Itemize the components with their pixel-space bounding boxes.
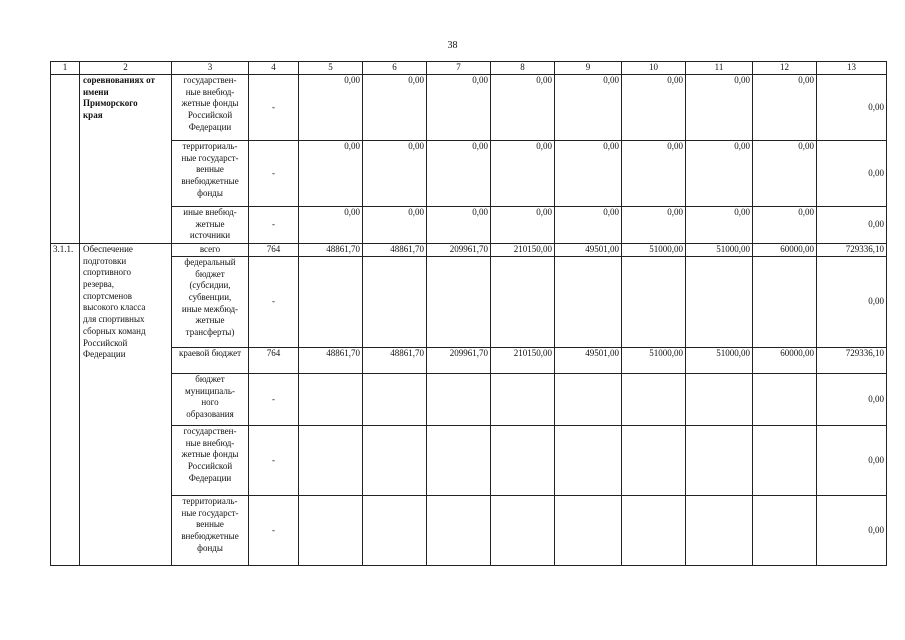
funding-source-cell [172,207,249,244]
year-value-cell: 209961,70 [427,348,491,374]
funding-source-cell [172,141,249,207]
text-line: государствен- [183,426,237,436]
budget-row [51,244,887,257]
column-number-cell: 2 [80,62,172,75]
year-value-cell [753,374,817,426]
budget-code-cell: - [249,141,299,207]
year-value-cell: 0,00 [363,75,427,141]
column-number-cell: 12 [753,62,817,75]
text-line: фонды [197,187,223,198]
year-value-cell [299,496,363,566]
column-number-cell: 13 [817,62,887,75]
year-value-cell: 209961,70 [427,244,491,257]
year-value-cell: 48861,70 [363,244,427,257]
budget-table [50,61,887,566]
column-number-cell: 8 [491,62,555,75]
text-line: субвенции, [188,292,232,303]
year-value-cell: 0,00 [299,207,363,244]
column-number-cell: 3 [172,62,249,75]
year-value-cell: 48861,70 [299,348,363,374]
text-line: жетные [195,315,225,326]
budget-row [51,257,887,348]
text-line: края [83,110,103,121]
year-value-cell [555,374,622,426]
text-line: Российской [83,337,128,348]
budget-row [51,426,887,496]
year-value-cell [299,257,363,348]
column-number-cell: 10 [622,62,686,75]
year-value-cell: 0,00 [622,207,686,244]
budget-row [51,141,887,207]
text-line: всего [199,244,221,254]
text-line: иные межбюд- [181,303,239,314]
text-line: для спортивных [83,314,145,325]
year-value-cell [491,374,555,426]
text-line: высокого класса [83,302,146,313]
year-value-cell [622,257,686,348]
year-value-cell [363,374,427,426]
year-value-cell: 0,00 [555,141,622,207]
year-value-cell [686,257,753,348]
total-value-cell: 0,00 [817,207,887,244]
year-value-cell: 0,00 [299,75,363,141]
item-name-cell [80,244,172,566]
year-value-cell: 0,00 [427,75,491,141]
year-value-cell: 0,00 [491,75,555,141]
year-value-cell [622,496,686,566]
text-line: внебюджетные [181,531,239,542]
year-value-cell [555,426,622,496]
text-line: жетные фонды [181,449,239,460]
column-number-cell: 5 [299,62,363,75]
year-value-cell: 0,00 [427,207,491,244]
funding-source-cell [172,257,249,348]
column-number-cell: 1 [51,62,80,75]
year-value-cell: 48861,70 [299,244,363,257]
column-number-cell: 6 [363,62,427,75]
year-value-cell: 0,00 [686,75,753,141]
funding-source-cell [172,348,249,374]
year-value-cell [363,426,427,496]
year-value-cell [753,496,817,566]
text-line: бюджет [195,374,225,384]
year-value-cell [686,496,753,566]
text-line: Федерации [188,121,232,132]
year-value-cell: 51000,00 [622,244,686,257]
year-value-cell: 0,00 [753,141,817,207]
text-line: ные государст- [181,152,239,163]
year-value-cell: 210150,00 [491,348,555,374]
year-value-cell: 0,00 [753,207,817,244]
year-value-cell: 0,00 [491,207,555,244]
year-value-cell [427,257,491,348]
total-value-cell: 0,00 [817,374,887,426]
year-value-cell [299,374,363,426]
year-value-cell: 0,00 [555,75,622,141]
text-line: подготовки [83,255,127,266]
column-number-cell: 7 [427,62,491,75]
budget-row [51,207,887,244]
text-line: краевой бюджет [178,348,242,358]
total-value-cell: 0,00 [817,257,887,348]
text-line: источники [189,230,231,241]
text-line: ные внебюд- [185,437,235,448]
column-number-cell: 9 [555,62,622,75]
text-line: Федерации [83,349,126,360]
text-line: ные государст- [181,507,239,518]
budget-code-cell: 764 [249,244,299,257]
text-line: венные [196,519,224,530]
text-line: спортсменов [83,290,132,301]
year-value-cell: 0,00 [753,75,817,141]
year-value-cell [299,426,363,496]
text-line: территориаль- [182,141,238,151]
year-value-cell [363,257,427,348]
budget-code-cell: - [249,426,299,496]
page-number: 38 [447,40,458,51]
budget-code-cell: - [249,75,299,141]
year-value-cell: 0,00 [686,141,753,207]
budget-row [51,348,887,374]
total-value-cell: 0,00 [817,75,887,141]
total-value-cell: 0,00 [817,496,887,566]
text-line: иные внебюд- [183,207,237,217]
text-line: федеральный [184,257,236,267]
year-value-cell: 60000,00 [753,348,817,374]
year-value-cell: 0,00 [299,141,363,207]
year-value-cell: 60000,00 [753,244,817,257]
funding-source-cell [172,75,249,141]
year-value-cell: 0,00 [622,141,686,207]
year-value-cell [491,496,555,566]
column-number-cell: 11 [686,62,753,75]
year-value-cell: 49501,00 [555,244,622,257]
text-line: имени [83,86,109,97]
item-number-cell [51,75,80,244]
year-value-cell: 51000,00 [686,348,753,374]
text-line: внебюджетные [181,176,239,187]
year-value-cell: 0,00 [363,141,427,207]
text-line: территориаль- [182,496,238,506]
text-line: жетные [195,218,225,229]
text-line: бюджет [195,268,225,279]
text-line: ные внебюд- [185,86,235,97]
text-line: Российской [187,110,233,121]
item-number-cell: 3.1.1. [51,244,80,566]
budget-code-cell: - [249,207,299,244]
year-value-cell [427,496,491,566]
column-number-row [51,62,887,75]
budget-row [51,496,887,566]
total-value-cell: 0,00 [817,141,887,207]
year-value-cell: 0,00 [686,207,753,244]
year-value-cell: 210150,00 [491,244,555,257]
text-line: государствен- [183,75,237,85]
year-value-cell [753,257,817,348]
funding-source-cell [172,496,249,566]
year-value-cell: 0,00 [427,141,491,207]
budget-row [51,374,887,426]
year-value-cell [686,426,753,496]
column-number-cell: 4 [249,62,299,75]
text-line: фонды [197,542,223,553]
year-value-cell [491,257,555,348]
budget-code-cell: - [249,374,299,426]
text-line: Российской [187,461,233,472]
text-line: соревнованиях от [83,75,155,85]
year-value-cell [363,496,427,566]
year-value-cell [427,374,491,426]
year-value-cell: 0,00 [555,207,622,244]
year-value-cell: 49501,00 [555,348,622,374]
budget-code-cell: - [249,257,299,348]
funding-source-cell [172,374,249,426]
total-value-cell: 729336,10 [817,348,887,374]
text-line: (субсидии, [189,280,231,291]
year-value-cell: 0,00 [491,141,555,207]
year-value-cell: 0,00 [363,207,427,244]
year-value-cell: 0,00 [622,75,686,141]
text-line: сборных команд [83,325,146,336]
year-value-cell [555,257,622,348]
text-line: спортивного [83,267,131,278]
text-line: резерва, [83,279,115,290]
year-value-cell: 48861,70 [363,348,427,374]
budget-code-cell: 764 [249,348,299,374]
funding-source-cell [172,426,249,496]
year-value-cell: 51000,00 [686,244,753,257]
budget-row [51,75,887,141]
text-line: образования [186,409,234,420]
text-line: трансферты) [185,327,235,338]
budget-code-cell: - [249,496,299,566]
text-line: ного [201,397,219,408]
text-line: муниципаль- [185,385,235,396]
item-name-cell [80,75,172,244]
year-value-cell [491,426,555,496]
funding-source-cell [172,244,249,257]
text-line: Приморского [83,98,138,109]
year-value-cell [686,374,753,426]
year-value-cell [753,426,817,496]
text-line: жетные фонды [181,98,239,109]
year-value-cell [622,426,686,496]
year-value-cell [427,426,491,496]
text-line: Федерации [188,472,232,483]
year-value-cell: 51000,00 [622,348,686,374]
total-value-cell: 729336,10 [817,244,887,257]
text-line: Обеспечение [83,244,133,254]
total-value-cell: 0,00 [817,426,887,496]
year-value-cell [622,374,686,426]
text-line: венные [196,164,224,175]
year-value-cell [555,496,622,566]
